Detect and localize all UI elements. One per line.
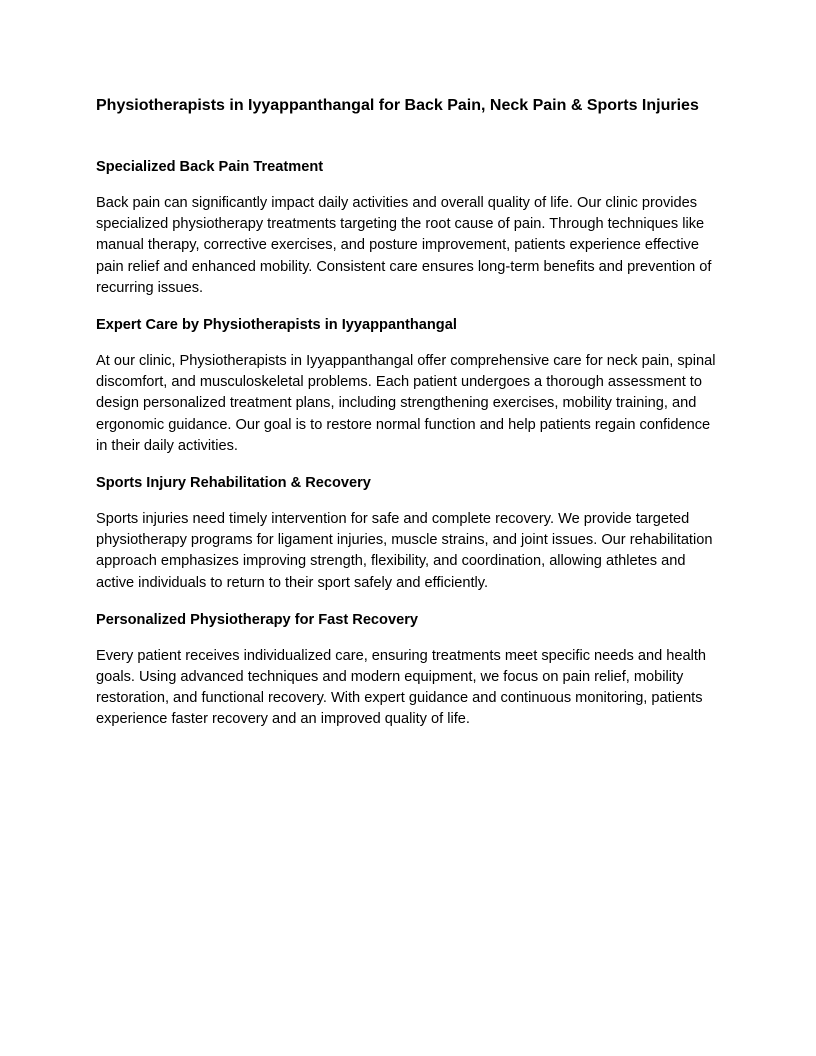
section-heading: Personalized Physiotherapy for Fast Recovery bbox=[96, 611, 418, 628]
document-page bbox=[96, 94, 720, 747]
document-title: Physiotherapists in Iyyappanthangal for Back Pain, Neck Pain & Sports Injuries bbox=[96, 97, 699, 114]
section-back-pain bbox=[96, 157, 720, 299]
section-paragraph: Sports injuries need timely intervention for safe and complete recovery. We provide targeted physiotherapy programs for ligament injuries, muscle strains, and joint issues. Our rehabilitation approach emphasizes improving strength, flexibility, and coordination, allowing athletes and active individuals to return to their sport safely and efficiently. bbox=[96, 511, 713, 591]
section-sports-injury bbox=[96, 473, 720, 594]
section-expert-care bbox=[96, 315, 720, 457]
section-heading: Sports Injury Rehabilitation & Recovery bbox=[96, 475, 371, 492]
section-paragraph: Back pain can significantly impact daily activities and overall quality of life. Our clinic provides specialized physiotherapy treatments targeting the root cause of pain. Through techniques like manual therapy, corrective exercises, and posture improvement, patients experience effective pain relief and enhanced mobility. Consistent care ensures long-term benefits and prevention of recurring issues. bbox=[96, 195, 712, 296]
section-heading: Expert Care by Physiotherapists in Iyyappanthangal bbox=[96, 317, 457, 334]
section-paragraph: At our clinic, Physiotherapists in Iyyappanthangal offer comprehensive care for neck pain, spinal discomfort, and musculoskeletal problems. Each patient undergoes a thorough assessment to design personalized treatment plans, including strengthening exercises, mobility training, and ergonomic guidance. Our goal is to restore normal function and help patients regain confidence in their daily activities. bbox=[96, 353, 716, 454]
section-personalized-physio bbox=[96, 610, 720, 731]
section-heading: Specialized Back Pain Treatment bbox=[96, 159, 324, 175]
section-paragraph: Every patient receives individualized care, ensuring treatments meet specific needs and health goals. Using advanced techniques and modern equipment, we focus on pain relief, mobility restoration, and functional recovery. With expert guidance and continuous monitoring, patients experience faster recovery and an improved quality of life. bbox=[96, 647, 707, 728]
